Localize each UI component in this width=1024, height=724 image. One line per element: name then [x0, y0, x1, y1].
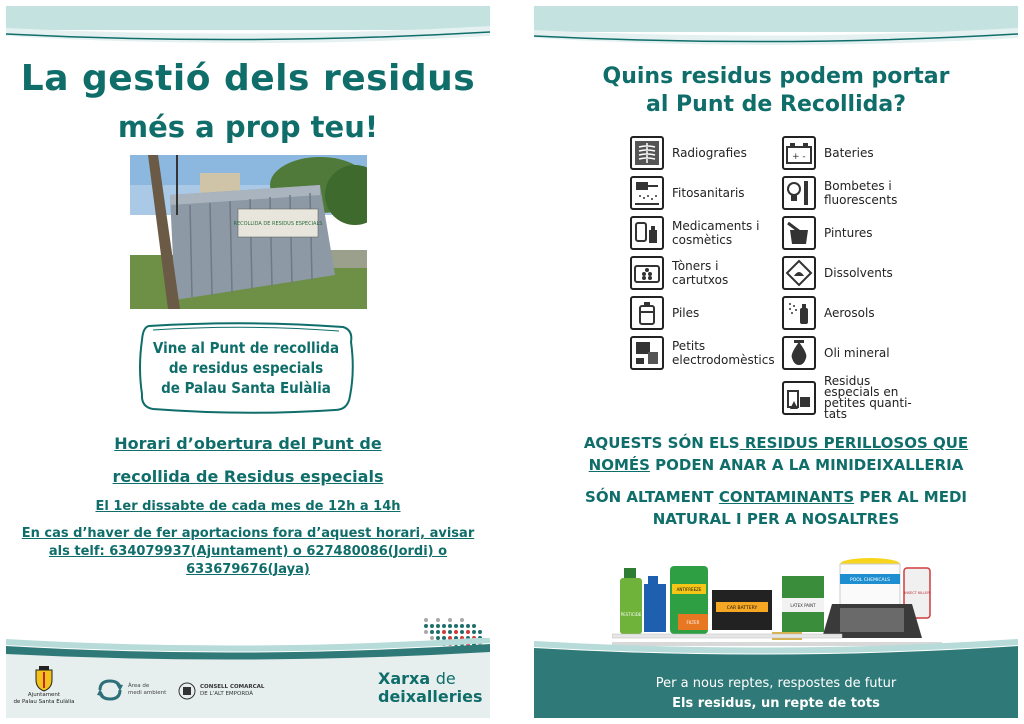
list-item-label: Residus especials en petites quanti-tats [824, 374, 912, 421]
svg-text:+ -: + - [792, 152, 806, 162]
footer-slogan-1: Per a nous reptes, respostes de futur [655, 676, 897, 691]
warning-line-3a: SÓN ALTAMENT [585, 488, 719, 506]
warning-line-4: NATURAL I PER A NOSALTRES [652, 510, 900, 528]
contact-line-1: En cas d’haver de fer aportacions fora d’aquest horari, avisar [21, 526, 475, 541]
hours-title-line-2: recollida de Residus especials [112, 467, 384, 486]
contact-line-3: 633679676(Jaya) [186, 562, 310, 577]
insect-killer-label: INSECT KILLER [904, 591, 930, 595]
xarxa-logo [378, 670, 482, 706]
invite-line-1: Vine al Punt de recollida [152, 339, 340, 357]
xarxa-word: Xarxa [378, 669, 431, 688]
antifreeze-label: ANTIFREEZE [676, 587, 702, 592]
pool-chemicals-label: POOL CHEMICALS [850, 578, 890, 583]
list-item [630, 176, 772, 210]
list-item-label: Radiografies [672, 146, 747, 160]
medi-line-2: medi ambient [128, 690, 167, 696]
appliance-icon [630, 336, 664, 370]
warning-line-2b: PODEN ANAR A LA MINIDEIXALLERIA [649, 456, 964, 474]
container-photo [130, 155, 367, 309]
sprayer-icon [630, 176, 664, 210]
toner-icon [630, 256, 664, 290]
warning-line-2a: NOMÉS [588, 456, 650, 474]
list-item [782, 216, 914, 250]
list-item-label: Oli mineral [824, 346, 890, 360]
top-wave-band [6, 6, 490, 54]
consell-line-2: DE L’ALT EMPORDÀ [200, 691, 254, 697]
consell-comarcal-logo [178, 682, 264, 700]
list-item-label: Bateries [824, 146, 874, 160]
list-item-label: Bombetes i fluorescents [824, 179, 898, 207]
battery-cell-icon [630, 296, 664, 330]
warning-line-3c: PER AL MEDI [854, 488, 967, 506]
filter-label: FILTER [686, 620, 700, 625]
hazardous-products-illustration [612, 554, 942, 650]
warning-line-1a: AQUESTS SÓN ELS [583, 434, 740, 452]
ajuntament-line-2: de Palau Santa Eulàlia [13, 699, 75, 705]
warning-line-1 [534, 432, 1018, 454]
medi-ambient-logo [96, 678, 166, 702]
list-item [782, 256, 914, 290]
photo-sign-text: RECOLLIDA DE RESIDUS ESPECIALS [233, 221, 323, 227]
oil-drop-icon [782, 336, 816, 370]
consell-line-1: CONSELL COMARCAL [200, 684, 265, 690]
right-title-line-1: Quins residus podem portar [602, 64, 950, 89]
list-item-label: Petits electrodomèstics [672, 339, 775, 367]
list-item [630, 216, 762, 250]
car-battery-icon [782, 136, 816, 170]
invite-line-3: de Palau Santa Eulàlia [161, 379, 331, 397]
schedule-text: El 1er dissabte de cada mes de 12h a 14h [95, 499, 401, 514]
list-item-label: Medicaments i cosmètics [672, 219, 760, 247]
xray-icon [630, 136, 664, 170]
invite-line-2: de residus especials [168, 359, 324, 377]
left-poster [6, 6, 490, 718]
deixalleries-word: deixalleries [378, 687, 483, 706]
solvent-icon [782, 256, 816, 290]
hours-title-line-1: Horari d’obertura del Punt de [114, 434, 382, 453]
list-item [782, 296, 914, 330]
page-subtitle: més a prop teu! [117, 110, 379, 144]
list-item [630, 136, 772, 170]
warning-line-1b: RESIDUS PERILLOSOS QUE [739, 434, 969, 452]
footer-slogan-2: Els residus, un repte de tots [672, 696, 880, 711]
list-item [782, 336, 914, 370]
lightbulb-icon [782, 176, 816, 210]
list-item [630, 296, 762, 330]
recycle-icon [96, 678, 124, 702]
pesticide-label: PESTICIDE [620, 612, 642, 617]
car-battery-label: CAR BATTERY [726, 606, 758, 611]
ajuntament-line-1: Ajuntament [27, 692, 61, 698]
medicine-icon [630, 216, 664, 250]
top-wave-band-right [534, 6, 1018, 54]
list-item-label: Dissolvents [824, 266, 893, 280]
invite-box [137, 322, 355, 414]
list-item-label: Tòners i cartutxos [672, 259, 729, 287]
paint-icon [782, 216, 816, 250]
special-waste-icon [782, 381, 816, 415]
medi-line-1: Àrea de [128, 683, 150, 689]
list-item-label: Piles [672, 306, 700, 320]
warning-line-3b: CONTAMINANTS [718, 488, 855, 506]
ajuntament-logo [12, 666, 76, 706]
list-item-label: Fitosanitaris [672, 186, 745, 200]
list-item [782, 176, 904, 210]
list-item-label: Aerosols [824, 306, 875, 320]
list-item [782, 376, 924, 420]
list-item [782, 136, 924, 170]
warning-line-2 [534, 454, 1018, 476]
warning-line-3 [534, 486, 1018, 508]
latex-paint-label: LATEX PAINT [790, 603, 816, 608]
list-item [630, 256, 742, 290]
consell-emblem-icon [178, 682, 196, 700]
right-title-line-2: al Punt de Recollida? [646, 92, 906, 117]
de-word: de [435, 669, 456, 688]
coat-of-arms-icon [33, 666, 55, 692]
list-item-label: Pintures [824, 226, 873, 240]
right-poster [534, 6, 1018, 718]
aerosol-icon [782, 296, 816, 330]
contact-line-2: als telf: 634079937(Ajuntament) o 627480086(Jordi) o [48, 544, 448, 559]
page-title: La gestió dels residus [20, 58, 476, 99]
list-item [630, 336, 782, 370]
